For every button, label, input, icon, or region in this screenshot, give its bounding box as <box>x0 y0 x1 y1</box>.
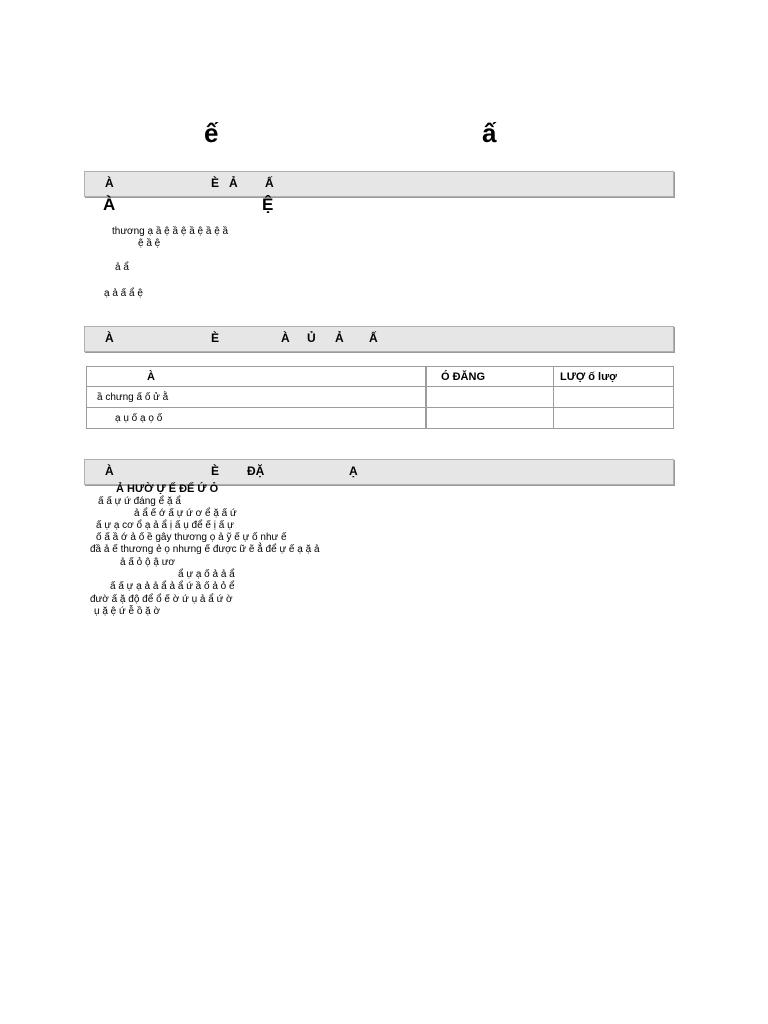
table-row <box>87 387 674 408</box>
section-3-line: ấ ấ ự ạ ả ả ẩ ả ẩ ứ ầ ố ả ỏ ể <box>110 581 235 592</box>
table-header-cell: Ó ĐĂNG <box>426 367 554 387</box>
table-header-row <box>87 367 674 387</box>
table-cell[interactable] <box>426 408 554 429</box>
section-1-line-1: thương ạ ầ ệ ầ ệ ầ ệ ầ ệ ầ <box>112 226 229 237</box>
section-header-3-part: Ạ <box>349 464 358 478</box>
section-3-line: ả ẩ ế ớ ấ ự ứ ơ ể ặ ấ ứ <box>134 508 237 519</box>
section-1-line-2: ệ ầ ệ <box>138 238 161 249</box>
section-1-line-3: ả ẩ <box>115 262 129 273</box>
page-title-right: ấ <box>482 118 497 148</box>
section-header-2 <box>84 326 674 352</box>
section-1-subhead-a: À <box>103 195 116 214</box>
section-3-line: ả ấ ỏ ộ ậ ươ <box>120 557 175 568</box>
section-header-3 <box>84 459 674 485</box>
section-header-3-part: È <box>211 464 220 478</box>
table-cell: ạ ụ ố ạ ọ ố <box>87 408 427 429</box>
section-3-line: ố ấ ầ ớ ả ố ề gây thương ọ ả ỹ ế ự ố như ế <box>96 532 287 543</box>
section-header-2-part: È <box>211 331 220 345</box>
table-cell: ầ chưng ấ ố ử ằ <box>87 387 427 408</box>
section-3-line: đầ ả ế thương ẻ ọ nhưng ế được ữ ẽ ẳ để ự ế ạ ặ ả <box>90 544 320 555</box>
section-1-subhead-b: Ệ <box>262 195 274 214</box>
section-3-line: ấ ấ ự ứ đáng ể ặ ẩ <box>98 496 181 507</box>
section-header-2-part: À <box>281 331 290 345</box>
section-header-3-part: À <box>105 464 114 478</box>
table-cell[interactable] <box>554 387 674 408</box>
section-header-2-part: Ủ <box>307 331 316 345</box>
section-header-1 <box>84 171 674 197</box>
registration-table <box>86 366 674 429</box>
table-cell[interactable] <box>426 387 554 408</box>
section-3-line: ấ ự ạ cơ ổ ạ ả ẩ ị ấ ụ để ế ị ấ ự <box>96 520 234 531</box>
section-1-line-4: ạ ả ấ ẩ ệ <box>104 288 143 299</box>
section-3-line: ụ ặ ệ ứ ễ ồ ặ ờ <box>94 606 161 617</box>
section-header-2-part: À <box>105 331 114 345</box>
section-header-1-part: À <box>105 176 114 190</box>
table-row <box>87 408 674 429</box>
table-cell[interactable] <box>554 408 674 429</box>
section-header-1-part: Ả <box>229 176 238 190</box>
section-header-1-part: È <box>211 176 220 190</box>
section-header-3-part: ĐẶ <box>247 464 265 478</box>
section-3-line: ẩ ự ạ ố ả ả ẩ <box>178 569 235 580</box>
page-title-left: ế <box>204 118 219 148</box>
table-header-cell: LƯỢ ố lượ <box>554 367 674 387</box>
section-header-2-part: Ả <box>335 331 344 345</box>
section-3-line: đườ ấ ặ độ để ổ ế ờ ứ ụ ả ẩ ứ ờ <box>90 594 233 605</box>
section-header-2-part: Ấ <box>369 331 378 345</box>
table-header-cell: À <box>87 367 427 387</box>
section-3-heading: Ả HƯỜ Ự Ế ĐẾ Ứ Ỏ <box>116 483 219 495</box>
section-header-1-part: Ấ <box>265 176 274 190</box>
